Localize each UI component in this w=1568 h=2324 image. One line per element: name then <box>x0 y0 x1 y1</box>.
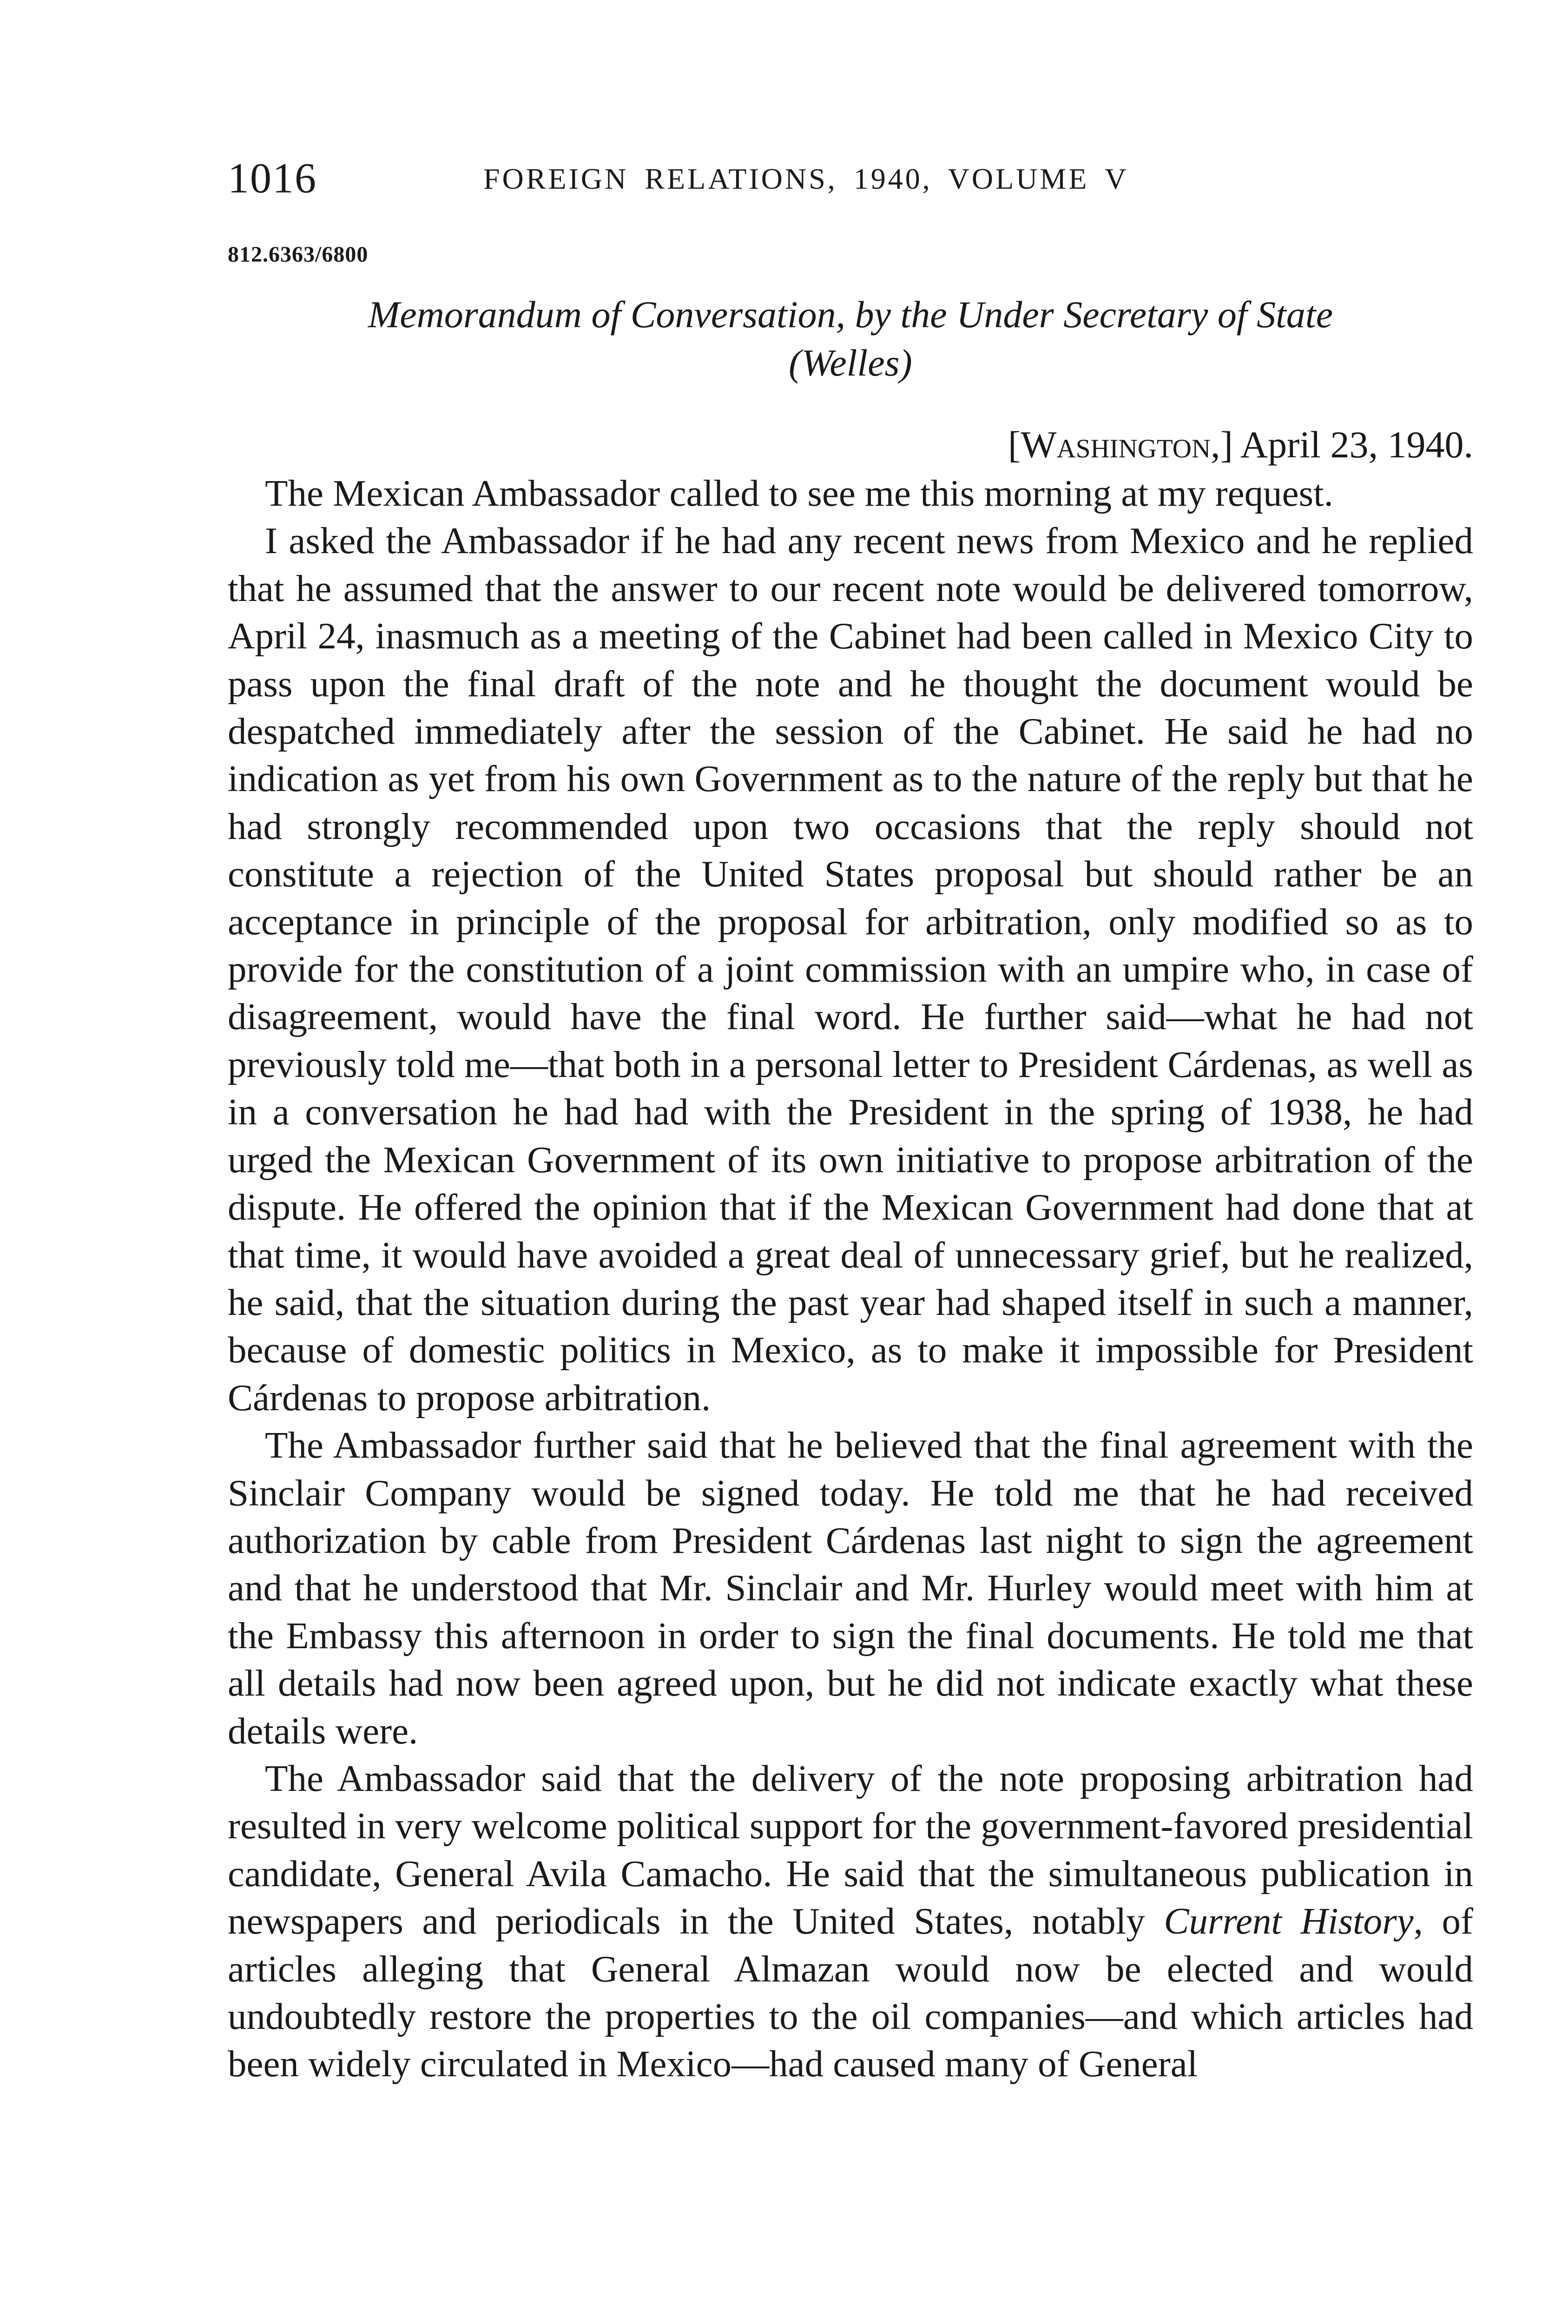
dateline-place: [Washington,] <box>1008 423 1233 466</box>
paragraph-text: , of articles alleging that General Almazan would now be elected and would undoubtedly restore the properties to the oil companies—and which articles had been widely circulated in Mexico—had caused many of General <box>228 1900 1473 2085</box>
paragraph: The Ambassador further said that he believed that the final agreement with the Sinclair Company would be signed today. He told me that he had received authorization by cable from President Cárdenas last night to sign the agreement and that he understood that Mr. Sinclair and Mr. Hurley would meet with him at the Embassy this afternoon in order to sign the final documents. He told me that all details had now been agreed upon, but he did not indicate exactly what these details were. <box>228 1424 1473 1752</box>
document-title-line-2: (Welles) <box>789 342 912 384</box>
page-number: 1016 <box>228 154 317 202</box>
paragraph: The Mexican Ambassador called to see me this morning at my request. <box>265 472 1333 514</box>
document-title <box>228 290 1473 387</box>
publication-title: Current History <box>1164 1900 1414 1942</box>
dateline <box>228 423 1473 467</box>
dateline-date: April 23, 1940. <box>1240 423 1473 466</box>
document-title-line-1: Memorandum of Conversation, by the Under Secretary of State <box>368 293 1333 336</box>
running-head: FOREIGN RELATIONS, 1940, VOLUME V <box>483 162 1129 195</box>
page-header <box>228 153 1482 214</box>
memorandum-body <box>228 469 1473 2088</box>
file-number: 812.6363/6800 <box>228 242 369 267</box>
paragraph <box>228 1755 1473 2088</box>
paragraph-text: The Ambassador said that the delivery of the note proposing arbitration had resulted in very welcome political support for the government-favored presidential candidate, General Avila Camacho. He said that the simultaneous publication in newspapers and periodicals in the United States, notably <box>228 1757 1473 1942</box>
paragraph: I asked the Ambassador if he had any recent news from Mexico and he replied that he assumed that the answer to our recent note would be delivered tomorrow, April 24, inasmuch as a meeting of the Cabinet had been called in Mexico City to pass upon the final draft of the note and he thought the document would be despatched immediately after the session of the Cabinet. He said he had no indication as yet from his own Government as to the nature of the reply but that he had strongly recommended upon two occasions that the reply should not constitute a rejection of the United States proposal but should rather be an acceptance in principle of the proposal for arbitration, only modified so as to provide for the constitution of a joint commission with an umpire who, in case of disagreement, would have the final word. He further said—what he had not previously told me—that both in a personal letter to President Cárdenas, as well as in a conversation he had had with the President in the spring of 1938, he had urged the Mexican Government of its own initiative to propose arbitration of the dispute. He offered the opinion that if the Mexican Government had done that at that time, it would have avoided a great deal of unnecessary grief, but he realized, he said, that the situation during the past year had shaped itself in such a manner, because of domestic politics in Mexico, as to make it impossible for President Cárdenas to propose arbitration. <box>228 520 1473 1419</box>
